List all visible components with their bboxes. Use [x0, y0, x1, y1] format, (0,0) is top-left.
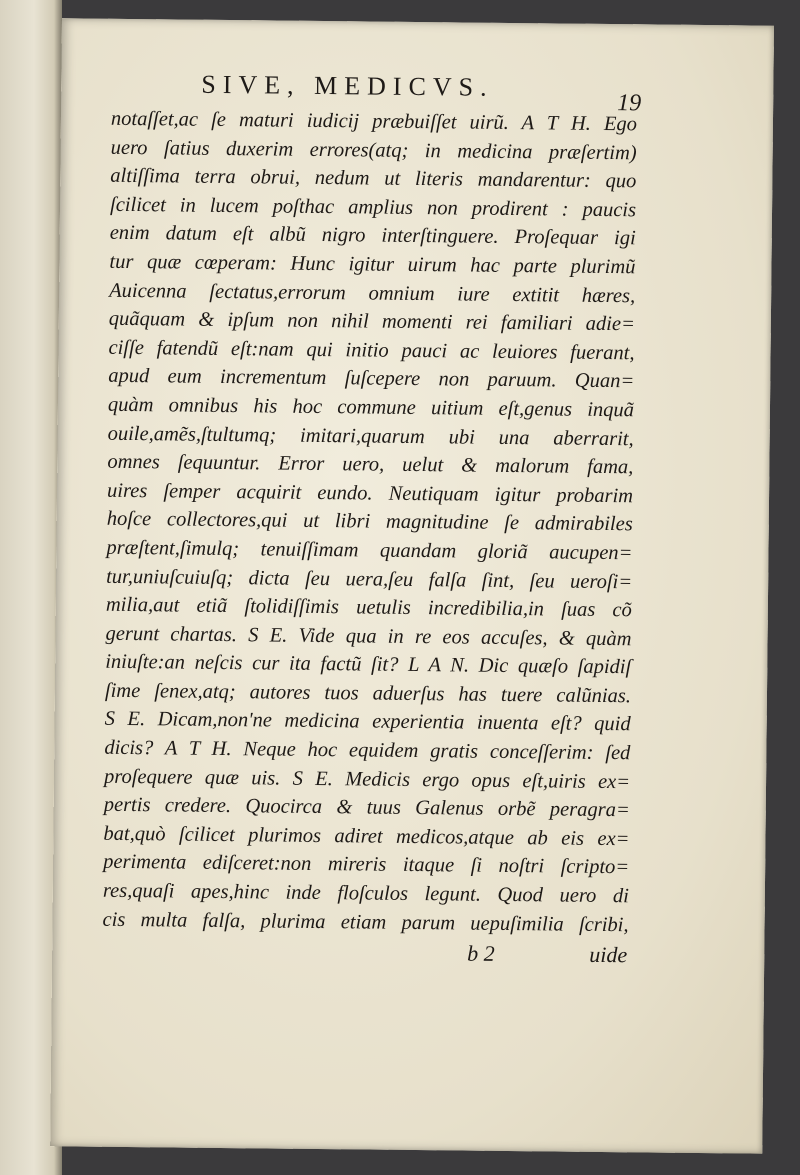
text-line: apud eum incrementum ſuſcepere non paruum. Quan=	[108, 365, 635, 393]
text-line: altiſſima terra obrui, nedum ut literis mandarentur: quo	[110, 164, 637, 193]
text-line: tur quæ cœperam: Hunc igitur uirum hac parte plurimũ	[109, 250, 636, 279]
text-line: ſime ſenex,atq; autores tuos aduerſus has tuere calũnias.	[104, 679, 632, 708]
text-line: bat,quò ſcilicet plurimos adiret medicos,atque ab eis ex=	[103, 822, 630, 851]
signature-mark: b 2	[467, 940, 495, 966]
page-number: 19	[617, 90, 642, 117]
text-line: hoſce collectores,qui ut libri magnitudine ſe admirabiles	[106, 508, 633, 536]
text-line: ſcilicet in lucem poſthac amplius non prodirent : paucis	[109, 193, 637, 222]
catchword: uide	[589, 941, 628, 968]
text-line: milia,aut etiã ſtolidiſſimis uetulis incredibilia,in ſuas cõ	[105, 593, 632, 622]
text-line: notaſſet,ac ſe maturi iudicij præbuiſſet uirũ. A T H. Ego	[110, 107, 638, 136]
text-line: pertis credere. Quocirca & tuus Galenus orbẽ peragra=	[103, 794, 630, 822]
running-head: SIVE, MEDICVS.	[201, 69, 494, 102]
text-line: ciſſe fatendũ eſt:nam qui initio pauci ac leuiores fuerant,	[108, 336, 635, 365]
text-line: perimenta ediſceret:non mireris itaque ſi noſtri ſcripto=	[103, 851, 630, 879]
text-line: quãquam & ipſum non nihil momenti rei familiari adie=	[108, 307, 635, 336]
text-line: Auicenna ſectatus,errorum omnium iure extitit hæres,	[109, 279, 636, 307]
book-page	[50, 18, 774, 1153]
text-line: tur,uniuſcuiuſq; dicta ſeu uera,ſeu falſa ſint, ſeu ueroſi=	[106, 565, 633, 593]
text-line: uero ſatius duxerim errores(atq; in medicina præſertim)	[110, 136, 637, 164]
text-line: omnes ſequuntur. Error uero, uelut & malorum fama,	[107, 450, 634, 479]
text-line: iniuſte:an neſcis cur ita factũ ſit? L A N. Dic quæſo ſapidiſ	[105, 651, 632, 679]
text-line: uires ſemper acquirit eundo. Neutiquam igitur probarim	[106, 479, 634, 507]
text-line: quàm omnibus his hoc commune uitium eſt,genus inquã	[107, 393, 635, 422]
text-line: gerunt chartas. S E. Vide qua in re eos accuſes, & quàm	[105, 622, 632, 650]
text-line: cis multa falſa, plurima etiam parum uериſimilia ſcribi,	[102, 908, 629, 936]
text-line: S E. Dicam,non'ne medicina experientia inuenta eſt? quid	[104, 708, 631, 736]
text-line: dicis? A T H. Neque hoc equidem gratis conceſſerim: ſed	[104, 736, 631, 765]
text-line: ouile,amẽs,ſtultumq; imitari,quarum ubi una aberrarit,	[107, 422, 634, 450]
catch-line	[467, 941, 627, 969]
text-line: res,quaſi apes,hinc inde floſculos legunt. Quod uero di	[102, 879, 629, 908]
text-line: præſtent,ſimulq; tenuiſſimam quandam gloriã aucupen=	[106, 536, 633, 565]
text-line: proſequere quæ uis. S E. Medicis ergo opus eſt,uiris ex=	[103, 765, 631, 793]
text-line: enim datum eſt albũ nigro interſtinguere. Proſequar igi	[109, 222, 636, 250]
body-text	[102, 105, 637, 940]
